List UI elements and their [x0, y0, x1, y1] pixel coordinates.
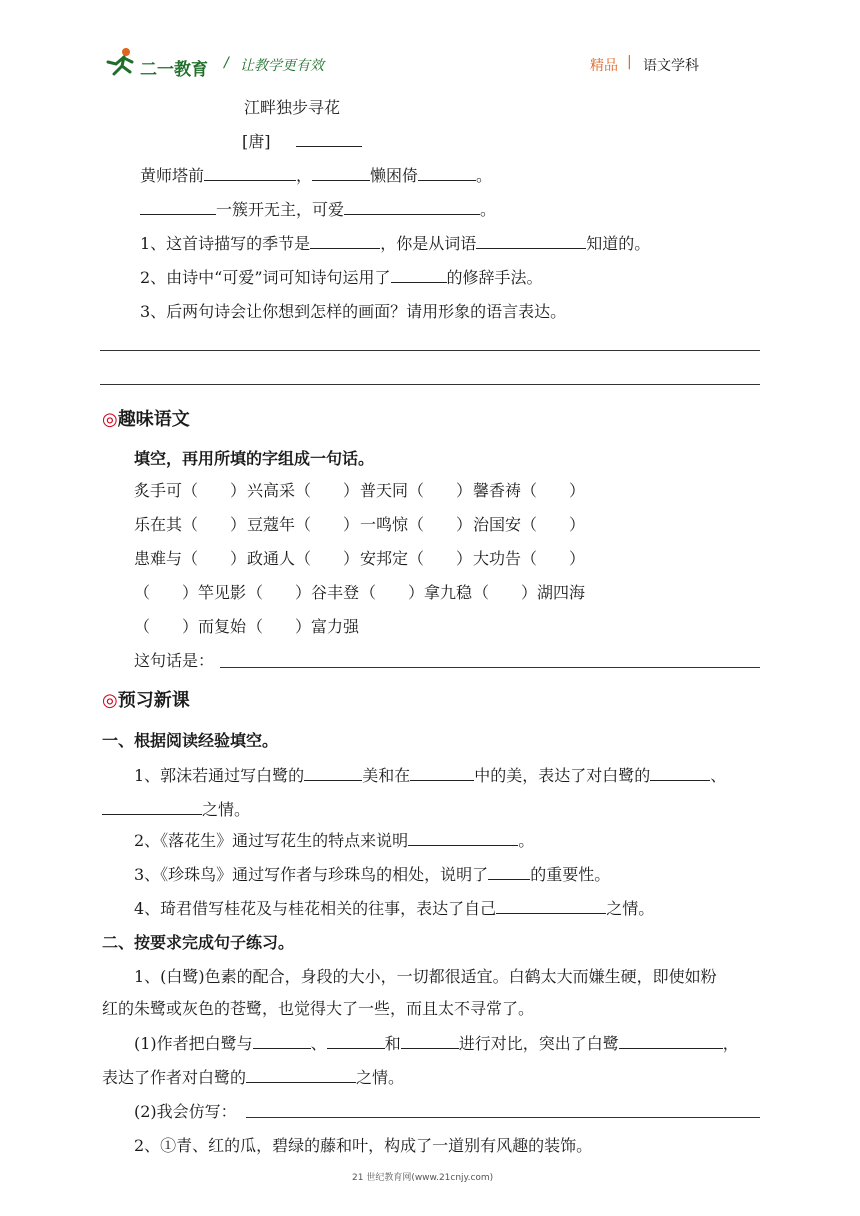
poem-line-1: 黄师塔前 ， 懒困倚 。: [140, 166, 493, 185]
sentence1-line1: 1、(白鹭)色素的配合，身段的大小，一切都很适宜。白鹤太大而嫌生硬，即使如粉: [134, 967, 717, 986]
part1-title: 一、根据阅读经验填空。: [102, 731, 279, 750]
header-slogan: 让教学更有效: [240, 58, 324, 74]
preview-q4: 4、琦君借写桂花及与桂花相关的往事，表达了自己 之情。: [134, 899, 655, 918]
idiom-item: 一鸣惊（ ）: [360, 515, 473, 534]
sentence1-q1-line2: 表达了作者对白鹭的 之情。: [102, 1068, 405, 1087]
idiom-item: 乐在其（ ）: [134, 515, 247, 534]
sentence1-line2: 红的朱鹭或灰色的苍鹭，也觉得大了一些，而且太不寻常了。: [102, 999, 535, 1018]
sentence2: 2、①青、红的瓜，碧绿的藤和叶，构成了一道别有风趣的装饰。: [134, 1136, 593, 1155]
header: [0, 0, 860, 90]
poem-question-3: 3、后两句诗会让你想到怎样的画面？请用形象的语言表达。: [140, 302, 567, 321]
idiom-item: 馨香祷（ ）: [473, 481, 586, 500]
idiom-item: （ ）湖四海: [473, 583, 586, 602]
logo-text: 二一教育: [140, 60, 208, 80]
idiom-row-5: [134, 616, 359, 638]
preview-heading: ◎预习新课: [102, 690, 190, 711]
poem-line-2: 一簇开无主，可爱 。: [140, 199, 496, 221]
poem-dynasty: [唐]: [242, 132, 271, 151]
header-subject: 语文学科: [643, 58, 699, 74]
preview-q1-line2: 之情。: [102, 799, 250, 821]
sentence-label: 这句话是：: [134, 651, 215, 670]
sentence1-q1-line1: (1)作者把白鹭与 、 和 进行对比，突出了白鹭 ，: [134, 1034, 739, 1053]
part2-title: 二、按要求完成句子练习。: [102, 933, 295, 952]
answer-line-2: [100, 384, 760, 385]
idiom-item: 兴高采（ ）: [247, 481, 360, 500]
idiom-item: 普天同（ ）: [360, 481, 473, 500]
idiom-item: 大功告（ ）: [473, 549, 586, 568]
fun-instruction: 填空，再用所填的字组成一句话。: [134, 449, 375, 468]
runner-logo-icon: [104, 46, 138, 78]
idiom-row-3: [134, 548, 585, 570]
idiom-item: 治国安（ ）: [473, 515, 586, 534]
idiom-row-2: [134, 514, 585, 536]
header-slash: /: [224, 55, 229, 71]
poem-question-2: 2、由诗中“可爱”词可知诗句运用了 的修辞手法。: [140, 268, 543, 287]
idiom-item: （ ）富力强: [247, 617, 360, 636]
fun-heading: ◎趣味语文: [102, 409, 190, 430]
idiom-item: 炙手可（ ）: [134, 481, 247, 500]
answer-line-1: [100, 350, 760, 351]
sentence-answer-line: [220, 667, 760, 668]
poem-title: 江畔独步寻花: [244, 98, 341, 117]
poem-author-blank: [296, 132, 362, 147]
footer-text: 21 世纪教育网(www.21cnjy.com): [352, 1173, 494, 1183]
idiom-item: （ ）谷丰登: [247, 583, 360, 602]
imitation-answer-line: [246, 1117, 760, 1118]
idiom-row-1: [134, 480, 585, 502]
preview-q2: 2、《落花生》通过写花生的特点来说明 。: [134, 831, 535, 850]
idiom-item: （ ）拿九稳: [360, 583, 473, 602]
idiom-row-4: [134, 582, 585, 604]
idiom-item: （ ）竿见影: [134, 583, 247, 602]
sentence1-q2: (2)我会仿写：: [134, 1102, 237, 1121]
idiom-item: 患难与（ ）: [134, 549, 247, 568]
poem-question-1: 1、这首诗描写的季节是 ，你是从词语 知道的。: [140, 234, 651, 253]
idiom-item: （ ）而复始: [134, 617, 247, 636]
idiom-item: 豆蔻年（ ）: [247, 515, 360, 534]
preview-q3: 3、《珍珠鸟》通过写作者与珍珠鸟的相处，说明了 的重要性。: [134, 865, 611, 884]
header-divider: |: [627, 54, 632, 70]
preview-q1-line1: 1、郭沫若通过写白鹭的 美和在 中的美，表达了对白鹭的 、: [134, 766, 727, 785]
header-tag-jingpin: 精品: [590, 58, 618, 74]
idiom-item: 政通人（ ）: [247, 549, 360, 568]
idiom-item: 安邦定（ ）: [360, 549, 473, 568]
